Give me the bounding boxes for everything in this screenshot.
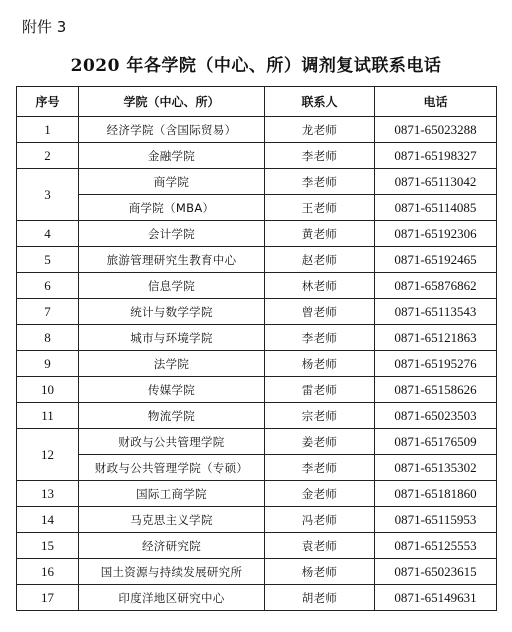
college-name: 法学院 [79, 351, 265, 377]
contact-person: 龙老师 [265, 117, 375, 143]
college-name: 财政与公共管理学院（专硕） [79, 455, 265, 481]
phone-number: 0871-65158626 [375, 377, 497, 403]
row-number: 7 [17, 299, 79, 325]
table-row [17, 195, 497, 221]
college-name: 物流学院 [79, 403, 265, 429]
contact-person: 王老师 [265, 195, 375, 221]
contact-person: 姜老师 [265, 429, 375, 455]
contact-table [16, 86, 497, 611]
row-number: 13 [17, 481, 79, 507]
phone-number: 0871-65113543 [375, 299, 497, 325]
phone-number: 0871-65125553 [375, 533, 497, 559]
college-name: 经济学院（含国际贸易） [79, 117, 265, 143]
phone-number: 0871-65121863 [375, 325, 497, 351]
contact-person: 曾老师 [265, 299, 375, 325]
row-number: 1 [17, 117, 79, 143]
college-name: 国际工商学院 [79, 481, 265, 507]
row-number: 12 [17, 429, 79, 481]
phone-number: 0871-65135302 [375, 455, 497, 481]
row-number: 3 [17, 169, 79, 221]
phone-number: 0871-65023503 [375, 403, 497, 429]
college-name: 旅游管理研究生教育中心 [79, 247, 265, 273]
college-name: 传媒学院 [79, 377, 265, 403]
header-contact: 联系人 [265, 87, 375, 117]
table-row [17, 169, 497, 195]
row-number: 17 [17, 585, 79, 611]
contact-person: 杨老师 [265, 351, 375, 377]
table-row [17, 325, 497, 351]
phone-number: 0871-65023615 [375, 559, 497, 585]
phone-number: 0871-65192306 [375, 221, 497, 247]
phone-number: 0871-65181860 [375, 481, 497, 507]
contact-person: 宗老师 [265, 403, 375, 429]
college-name: 经济研究院 [79, 533, 265, 559]
college-name: 印度洋地区研究中心 [79, 585, 265, 611]
table-row [17, 143, 497, 169]
header-phone: 电话 [375, 87, 497, 117]
table-row [17, 117, 497, 143]
table-body [17, 117, 497, 611]
contact-person: 李老师 [265, 143, 375, 169]
table-row [17, 455, 497, 481]
table-row [17, 533, 497, 559]
row-number: 2 [17, 143, 79, 169]
row-number: 14 [17, 507, 79, 533]
contact-person: 黄老师 [265, 221, 375, 247]
contact-person: 袁老师 [265, 533, 375, 559]
table-row [17, 377, 497, 403]
table-row [17, 247, 497, 273]
college-name: 金融学院 [79, 143, 265, 169]
college-name: 城市与环境学院 [79, 325, 265, 351]
phone-number: 0871-65876862 [375, 273, 497, 299]
contact-person: 李老师 [265, 169, 375, 195]
table-row [17, 403, 497, 429]
phone-number: 0871-65192465 [375, 247, 497, 273]
table-row [17, 299, 497, 325]
row-number: 11 [17, 403, 79, 429]
phone-number: 0871-65113042 [375, 169, 497, 195]
contact-person: 李老师 [265, 455, 375, 481]
contact-person: 胡老师 [265, 585, 375, 611]
table-header-row [17, 87, 497, 117]
college-name: 商学院 [79, 169, 265, 195]
phone-number: 0871-65176509 [375, 429, 497, 455]
table-row [17, 429, 497, 455]
college-name: 会计学院 [79, 221, 265, 247]
contact-person: 林老师 [265, 273, 375, 299]
contact-person: 冯老师 [265, 507, 375, 533]
row-number: 16 [17, 559, 79, 585]
row-number: 15 [17, 533, 79, 559]
header-no: 序号 [17, 87, 79, 117]
row-number: 6 [17, 273, 79, 299]
college-name: 财政与公共管理学院 [79, 429, 265, 455]
college-name: 统计与数学学院 [79, 299, 265, 325]
table-row [17, 559, 497, 585]
table-row [17, 585, 497, 611]
row-number: 8 [17, 325, 79, 351]
phone-number: 0871-65198327 [375, 143, 497, 169]
phone-number: 0871-65023288 [375, 117, 497, 143]
attachment-label: 附件 3 [22, 18, 67, 36]
page-title: 2020 年各学院（中心、所）调剂复试联系电话 [70, 56, 442, 76]
college-name: 马克思主义学院 [79, 507, 265, 533]
row-number: 5 [17, 247, 79, 273]
table-row [17, 221, 497, 247]
contact-person: 杨老师 [265, 559, 375, 585]
college-name: 国土资源与持续发展研究所 [79, 559, 265, 585]
contact-person: 金老师 [265, 481, 375, 507]
contact-person: 赵老师 [265, 247, 375, 273]
contact-person: 雷老师 [265, 377, 375, 403]
row-number: 9 [17, 351, 79, 377]
phone-number: 0871-65149631 [375, 585, 497, 611]
row-number: 10 [17, 377, 79, 403]
phone-number: 0871-65115953 [375, 507, 497, 533]
contact-person: 李老师 [265, 325, 375, 351]
table-row [17, 507, 497, 533]
college-name: 信息学院 [79, 273, 265, 299]
phone-number: 0871-65195276 [375, 351, 497, 377]
phone-number: 0871-65114085 [375, 195, 497, 221]
header-college: 学院（中心、所） [79, 87, 265, 117]
table-row [17, 351, 497, 377]
college-name: 商学院（MBA） [79, 195, 265, 221]
table-row [17, 273, 497, 299]
row-number: 4 [17, 221, 79, 247]
table-row [17, 481, 497, 507]
